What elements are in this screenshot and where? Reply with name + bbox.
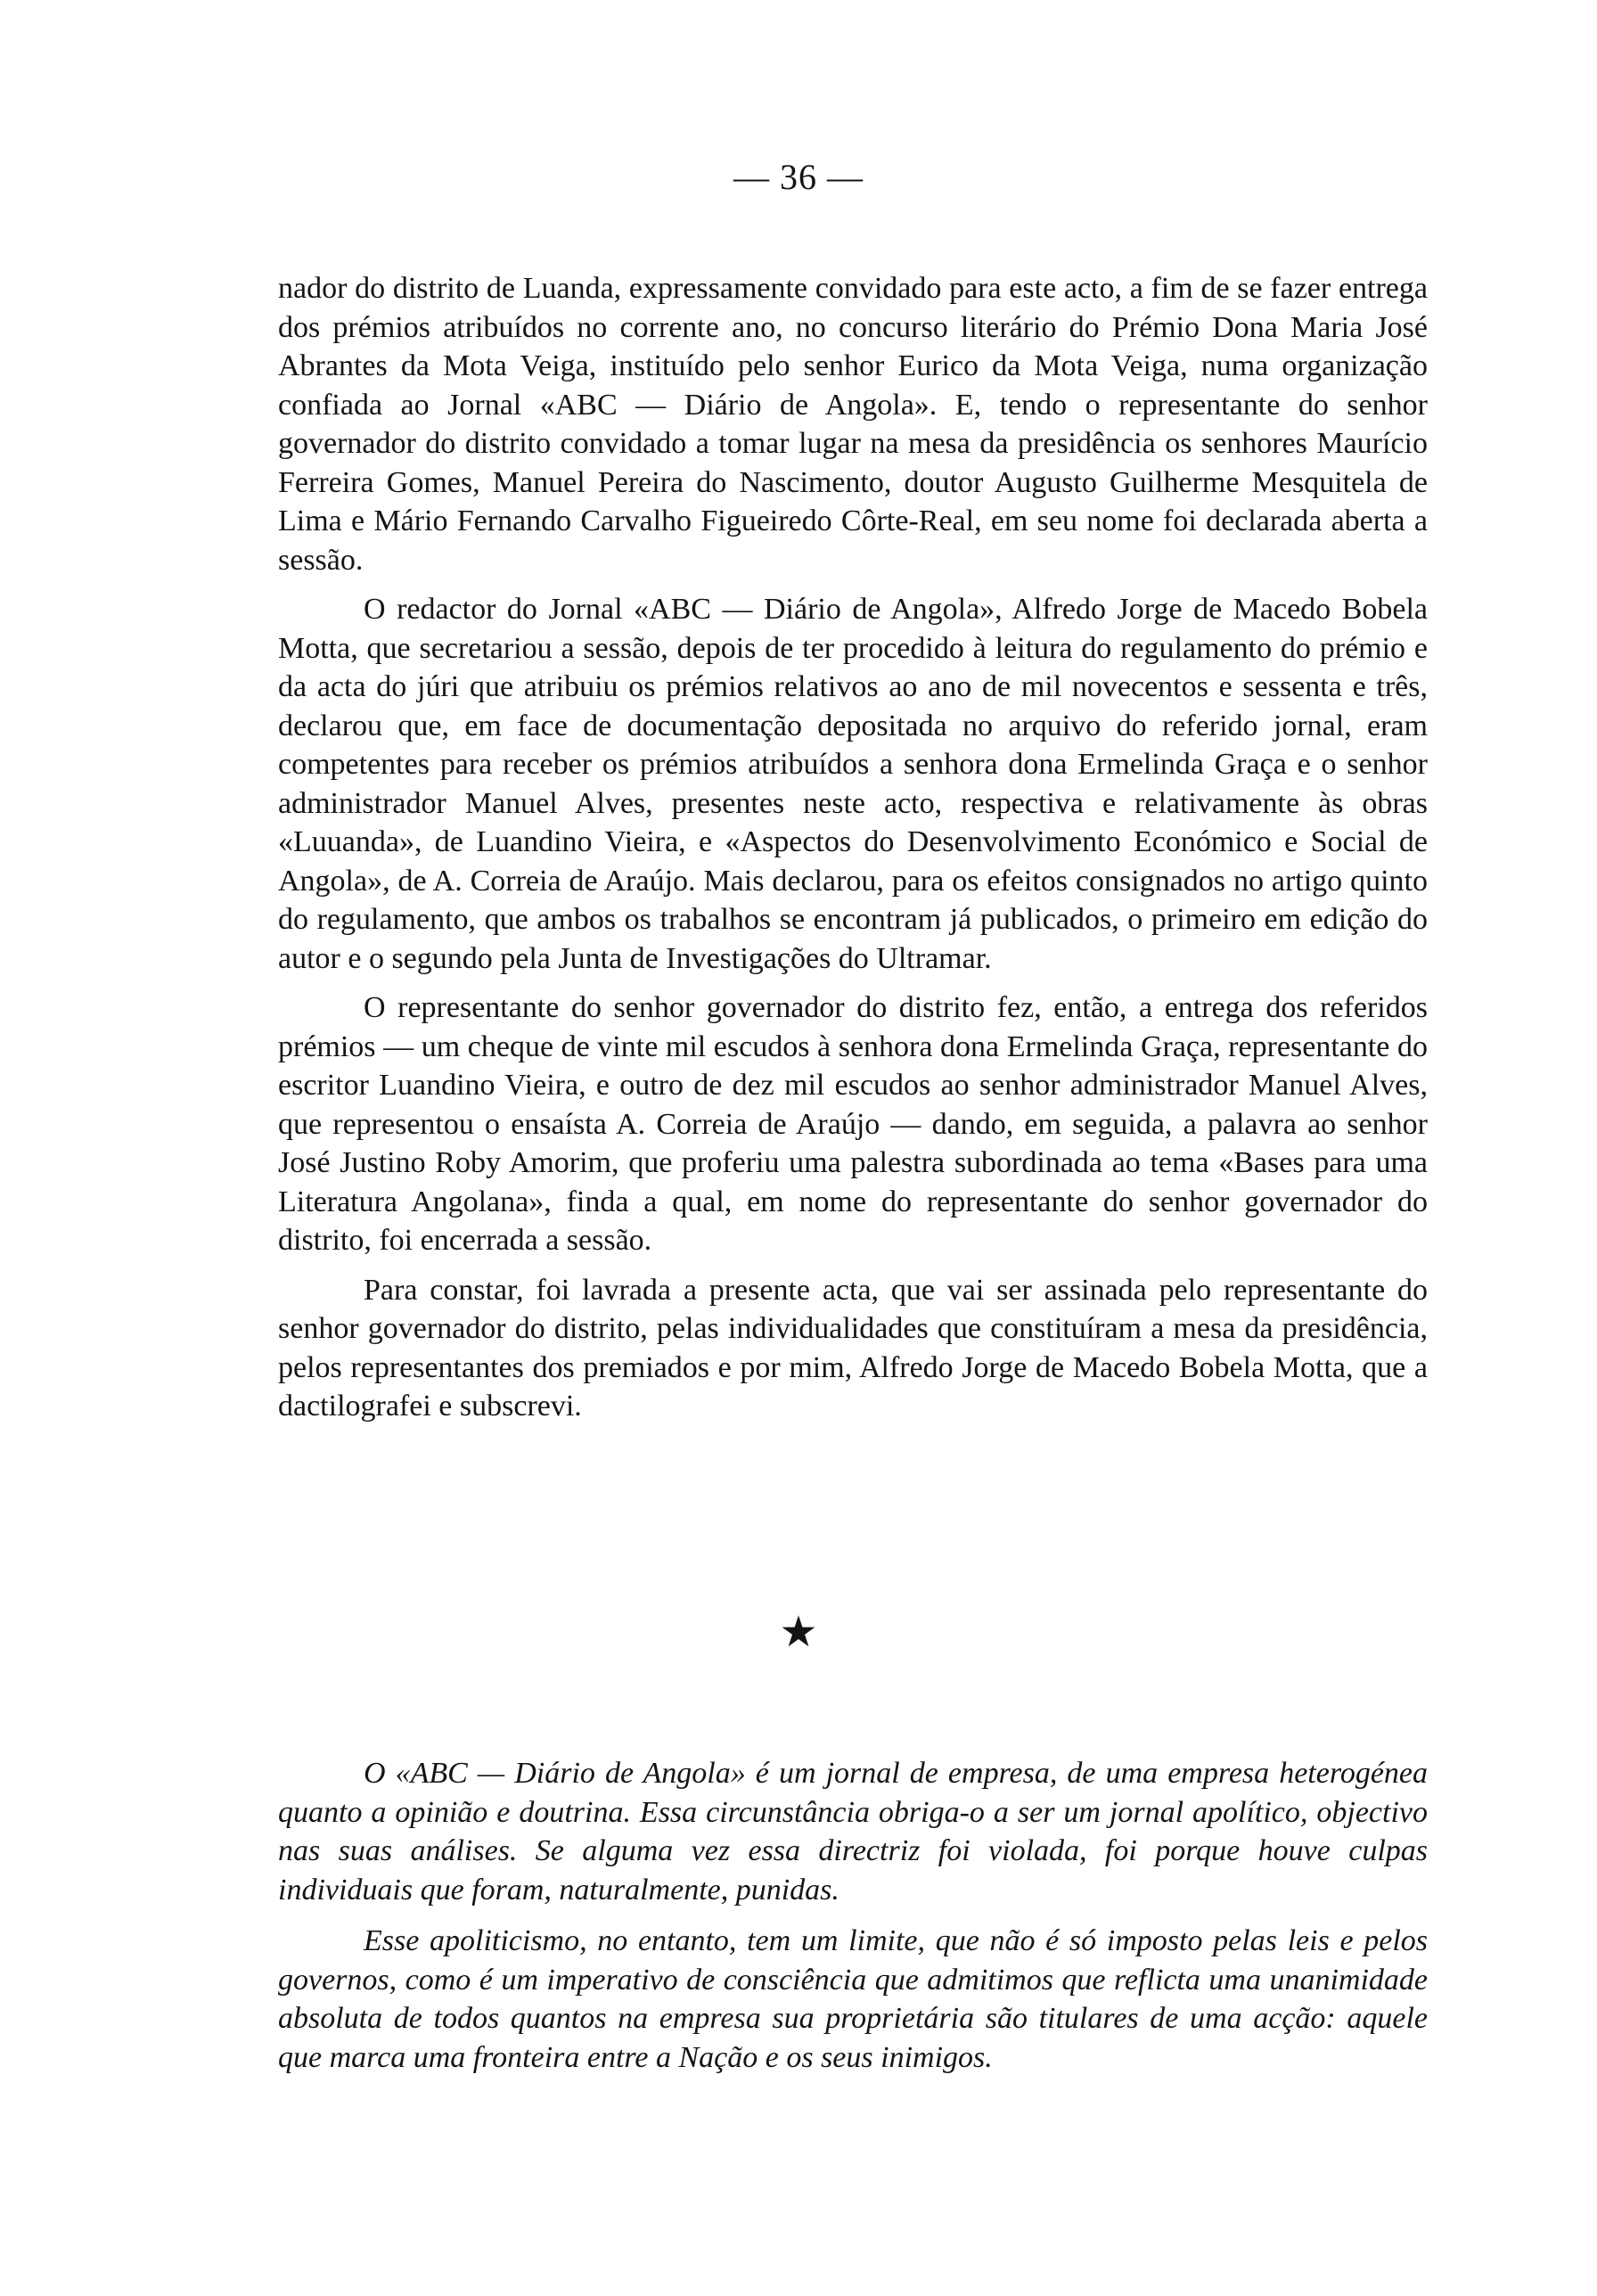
italic-paragraph: O «ABC — Diário de Angola» é um jornal de empresa, de uma empresa heterogénea quanto a opinião e doutrina. Essa circunstância obriga-o a ser um jornal apolítico, objectivo nas suas análises. Se alguma vez essa directriz foi violada, foi porque houve culpas individuais que foram, naturalmente, punidas. [278,1757,1428,1906]
paragraph: Para constar, foi lavrada a presente acta, que vai ser assinada pelo representante do senhor governador do distrito, pelas individualidades que constituíram a mesa da presidência, pelos representantes dos premiados e por mim, Alfredo Jorge de Macedo Bobela Motta, que a dactilografei e subscrevi. [278,1273,1428,1423]
paragraph: O redactor do Jornal «ABC — Diário de Angola», Alfredo Jorge de Macedo Bobela Motta, que secretariou a sessão, depois de ter procedido à leitura do regulamento do prémio e da acta do júri que atribuiu os prémios relativos ao ano de mil novecentos e sessenta e três, declarou que, em face de documentação depositada no arquivo do referido jornal, eram competentes para receber os prémios atribuídos a senhora dona Ermelinda Graça e o senhor administrador Manuel Alves, presentes neste acto, respectiva e relativamente às obras «Luuanda», de Luandino Vieira, e «Aspectos do Desenvolvimento Económico e Social de Angola», de A. Correia de Araújo. Mais declarou, para os efeitos consignados no artigo quinto do regulamento, que ambos os trabalhos se encontram já publicados, o primeiro em edição do autor e o segundo pela Junta de Investigações do Ultramar. [278,593,1428,975]
star-separator-icon: ★ [779,1609,818,1656]
page-number: — 36 — [733,157,864,197]
editorial-note-block [278,1754,1428,2089]
italic-paragraph: Esse apoliticismo, no entanto, tem um limite, que não é só imposto pelas leis e pelos governos, como é um imperativo de consciência que admitimos que reflicta uma unanimidade absoluta de todos quantos na empresa sua proprietária são titulares de uma acção: aquele que marca uma fronteira entre a Nação e os seus inimigos. [278,1924,1428,2074]
paragraph: O representante do senhor governador do distrito fez, então, a entrega dos referidos prémios — um cheque de vinte mil escudos à senhora dona Ermelinda Graça, representante do escritor Luandino Vieira, e outro de dez mil escudos ao senhor administrador Manuel Alves, que representou o ensaísta A. Correia de Araújo — dando, em seguida, a palavra ao senhor José Justino Roby Amorim, que proferiu uma palestra subordinada ao tema «Bases para uma Literatura Angolana», finda a qual, em nome do representante do senhor governador do distrito, foi encerrada a sessão. [278,991,1428,1257]
main-text-block [278,269,1428,1437]
paragraph: nador do distrito de Luanda, expressamente convidado para este acto, a fim de se fazer entrega dos prémios atribuídos no corrente ano, no concurso literário do Prémio Dona Maria José Abrantes da Mota Veiga, instituído pelo senhor Eurico da Mota Veiga, numa organização confiada ao Jornal «ABC — Diário de Angola». E, tendo o representante do senhor governador do distrito convidado a tomar lugar na mesa da presidência os senhores Maurício Ferreira Gomes, Manuel Pereira do Nascimento, doutor Augusto Guilherme Mesquitela de Lima e Mário Fernando Carvalho Figueiredo Côrte-Real, em seu nome foi declarada aberta a sessão. [278,272,1428,577]
